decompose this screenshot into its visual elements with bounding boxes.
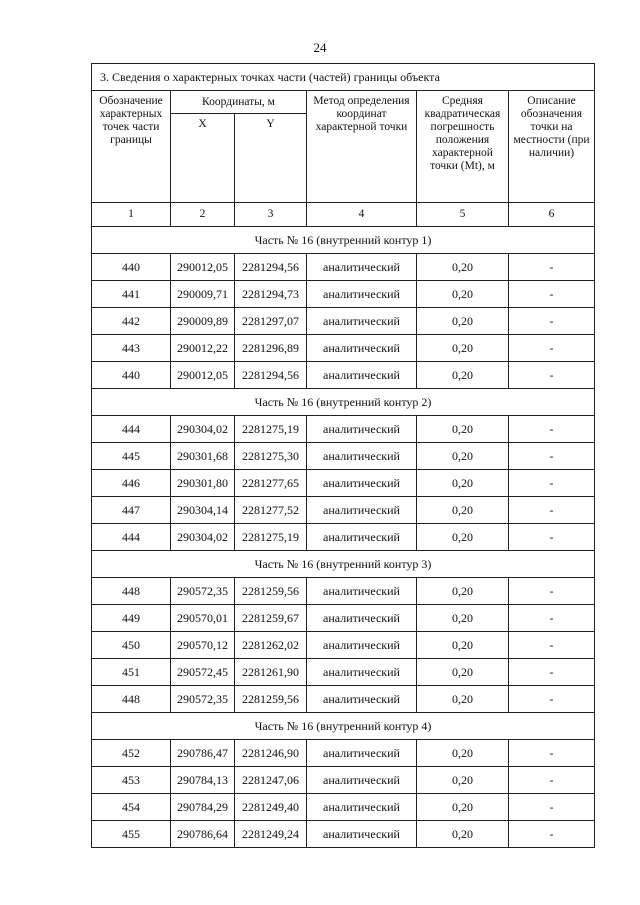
cell-coord-y: 2281294,56 — [235, 254, 307, 281]
cell-coord-y: 2281277,52 — [235, 497, 307, 524]
cell-coord-x: 290301,68 — [171, 443, 235, 470]
cell-coord-x: 290301,80 — [171, 470, 235, 497]
section-title: Часть № 16 (внутренний контур 3) — [92, 551, 595, 578]
cell-method: аналитический — [307, 524, 417, 551]
table-row — [92, 686, 595, 713]
cell-coord-y: 2281297,07 — [235, 308, 307, 335]
cell-description: - — [509, 416, 595, 443]
cell-method: аналитический — [307, 632, 417, 659]
cell-coord-y: 2281262,02 — [235, 632, 307, 659]
cell-point-designation: 451 — [92, 659, 171, 686]
cell-error-mt: 0,20 — [417, 470, 509, 497]
cell-description: - — [509, 578, 595, 605]
cell-coord-x: 290570,12 — [171, 632, 235, 659]
section-header-row — [92, 551, 595, 578]
cell-description: - — [509, 443, 595, 470]
cell-error-mt: 0,20 — [417, 524, 509, 551]
cell-coord-y: 2281249,24 — [235, 821, 307, 848]
cell-coord-y: 2281259,56 — [235, 686, 307, 713]
table-row — [92, 470, 595, 497]
cell-error-mt: 0,20 — [417, 578, 509, 605]
cell-description: - — [509, 308, 595, 335]
cell-coord-y: 2281275,19 — [235, 524, 307, 551]
cell-coord-y: 2281294,56 — [235, 362, 307, 389]
cell-description: - — [509, 524, 595, 551]
cell-error-mt: 0,20 — [417, 740, 509, 767]
cell-point-designation: 453 — [92, 767, 171, 794]
boundary-points-table — [91, 63, 595, 848]
cell-point-designation: 440 — [92, 254, 171, 281]
cell-description: - — [509, 362, 595, 389]
cell-error-mt: 0,20 — [417, 632, 509, 659]
cell-description: - — [509, 281, 595, 308]
column-number: 2 — [171, 203, 235, 227]
section-header-row — [92, 389, 595, 416]
cell-error-mt: 0,20 — [417, 767, 509, 794]
header-error: Средняя квадратическая погрешность положения характерной точки (Mt), м — [417, 91, 509, 203]
header-description: Описание обозначения точки на местности (при наличии) — [509, 91, 595, 203]
cell-method: аналитический — [307, 470, 417, 497]
cell-coord-y: 2281275,19 — [235, 416, 307, 443]
section-header-row — [92, 227, 595, 254]
table-row — [92, 632, 595, 659]
header-coordinates: Координаты, м — [171, 91, 307, 114]
cell-description: - — [509, 659, 595, 686]
cell-coord-x: 290012,22 — [171, 335, 235, 362]
section-title: Часть № 16 (внутренний контур 4) — [92, 713, 595, 740]
cell-coord-x: 290784,29 — [171, 794, 235, 821]
cell-method: аналитический — [307, 794, 417, 821]
cell-coord-y: 2281259,56 — [235, 578, 307, 605]
cell-point-designation: 452 — [92, 740, 171, 767]
cell-description: - — [509, 794, 595, 821]
cell-error-mt: 0,20 — [417, 308, 509, 335]
cell-coord-y: 2281294,73 — [235, 281, 307, 308]
section-title: Часть № 16 (внутренний контур 1) — [92, 227, 595, 254]
header-method: Метод определения координат характерной точки — [307, 91, 417, 203]
page-number: 24 — [313, 40, 327, 55]
cell-description: - — [509, 767, 595, 794]
cell-coord-x: 290570,01 — [171, 605, 235, 632]
cell-description: - — [509, 254, 595, 281]
cell-error-mt: 0,20 — [417, 335, 509, 362]
cell-method: аналитический — [307, 821, 417, 848]
cell-point-designation: 444 — [92, 524, 171, 551]
cell-point-designation: 445 — [92, 443, 171, 470]
cell-coord-x: 290786,64 — [171, 821, 235, 848]
cell-coord-y: 2281247,06 — [235, 767, 307, 794]
cell-coord-x: 290012,05 — [171, 362, 235, 389]
cell-coord-x: 290572,35 — [171, 686, 235, 713]
cell-coord-x: 290572,45 — [171, 659, 235, 686]
header-y: Y — [235, 114, 307, 203]
cell-description: - — [509, 470, 595, 497]
cell-method: аналитический — [307, 281, 417, 308]
cell-method: аналитический — [307, 362, 417, 389]
table-title: 3. Сведения о характерных точках части (частей) границы объекта — [92, 64, 595, 91]
cell-coord-x: 290304,02 — [171, 524, 235, 551]
cell-coord-x: 290012,05 — [171, 254, 235, 281]
table-row — [92, 605, 595, 632]
cell-method: аналитический — [307, 416, 417, 443]
cell-description: - — [509, 605, 595, 632]
cell-method: аналитический — [307, 443, 417, 470]
cell-method: аналитический — [307, 659, 417, 686]
column-numbers-row — [92, 203, 595, 227]
cell-coord-y: 2281277,65 — [235, 470, 307, 497]
cell-error-mt: 0,20 — [417, 659, 509, 686]
cell-method: аналитический — [307, 767, 417, 794]
cell-method: аналитический — [307, 578, 417, 605]
table-row — [92, 767, 595, 794]
cell-description: - — [509, 335, 595, 362]
cell-error-mt: 0,20 — [417, 605, 509, 632]
column-number: 5 — [417, 203, 509, 227]
cell-coord-y: 2281246,90 — [235, 740, 307, 767]
section-header-row — [92, 713, 595, 740]
cell-coord-x: 290784,13 — [171, 767, 235, 794]
column-number: 6 — [509, 203, 595, 227]
cell-description: - — [509, 740, 595, 767]
cell-error-mt: 0,20 — [417, 254, 509, 281]
cell-coord-x: 290304,14 — [171, 497, 235, 524]
cell-coord-y: 2281259,67 — [235, 605, 307, 632]
cell-point-designation: 442 — [92, 308, 171, 335]
table-row — [92, 794, 595, 821]
cell-point-designation: 443 — [92, 335, 171, 362]
cell-method: аналитический — [307, 740, 417, 767]
table-row — [92, 443, 595, 470]
table-row — [92, 416, 595, 443]
cell-point-designation: 449 — [92, 605, 171, 632]
cell-point-designation: 446 — [92, 470, 171, 497]
table-row — [92, 740, 595, 767]
cell-method: аналитический — [307, 308, 417, 335]
cell-method: аналитический — [307, 686, 417, 713]
cell-error-mt: 0,20 — [417, 497, 509, 524]
table-row — [92, 659, 595, 686]
cell-coord-x: 290304,02 — [171, 416, 235, 443]
cell-description: - — [509, 497, 595, 524]
cell-coord-y: 2281249,40 — [235, 794, 307, 821]
cell-method: аналитический — [307, 254, 417, 281]
cell-method: аналитический — [307, 497, 417, 524]
table-row — [92, 335, 595, 362]
table-row — [92, 308, 595, 335]
cell-error-mt: 0,20 — [417, 362, 509, 389]
table-row — [92, 524, 595, 551]
cell-point-designation: 450 — [92, 632, 171, 659]
section-title: Часть № 16 (внутренний контур 2) — [92, 389, 595, 416]
cell-error-mt: 0,20 — [417, 686, 509, 713]
table-row — [92, 254, 595, 281]
table-row — [92, 821, 595, 848]
cell-error-mt: 0,20 — [417, 821, 509, 848]
cell-coord-x: 290009,71 — [171, 281, 235, 308]
column-number: 1 — [92, 203, 171, 227]
cell-point-designation: 444 — [92, 416, 171, 443]
table-row — [92, 362, 595, 389]
column-number: 3 — [235, 203, 307, 227]
cell-error-mt: 0,20 — [417, 443, 509, 470]
cell-point-designation: 441 — [92, 281, 171, 308]
table-row — [92, 497, 595, 524]
cell-point-designation: 454 — [92, 794, 171, 821]
cell-point-designation: 448 — [92, 578, 171, 605]
cell-description: - — [509, 821, 595, 848]
cell-point-designation: 455 — [92, 821, 171, 848]
cell-coord-x: 290009,89 — [171, 308, 235, 335]
column-number: 4 — [307, 203, 417, 227]
cell-method: аналитический — [307, 605, 417, 632]
cell-description: - — [509, 686, 595, 713]
table-row — [92, 281, 595, 308]
cell-point-designation: 440 — [92, 362, 171, 389]
cell-coord-x: 290786,47 — [171, 740, 235, 767]
header-x: X — [171, 114, 235, 203]
table-row — [92, 578, 595, 605]
cell-coord-x: 290572,35 — [171, 578, 235, 605]
header-point-designation: Обозначение характерных точек части границы — [92, 91, 171, 203]
cell-coord-y: 2281296,89 — [235, 335, 307, 362]
cell-point-designation: 447 — [92, 497, 171, 524]
cell-error-mt: 0,20 — [417, 794, 509, 821]
cell-point-designation: 448 — [92, 686, 171, 713]
cell-error-mt: 0,20 — [417, 281, 509, 308]
cell-error-mt: 0,20 — [417, 416, 509, 443]
cell-coord-y: 2281275,30 — [235, 443, 307, 470]
cell-description: - — [509, 632, 595, 659]
cell-coord-y: 2281261,90 — [235, 659, 307, 686]
cell-method: аналитический — [307, 335, 417, 362]
